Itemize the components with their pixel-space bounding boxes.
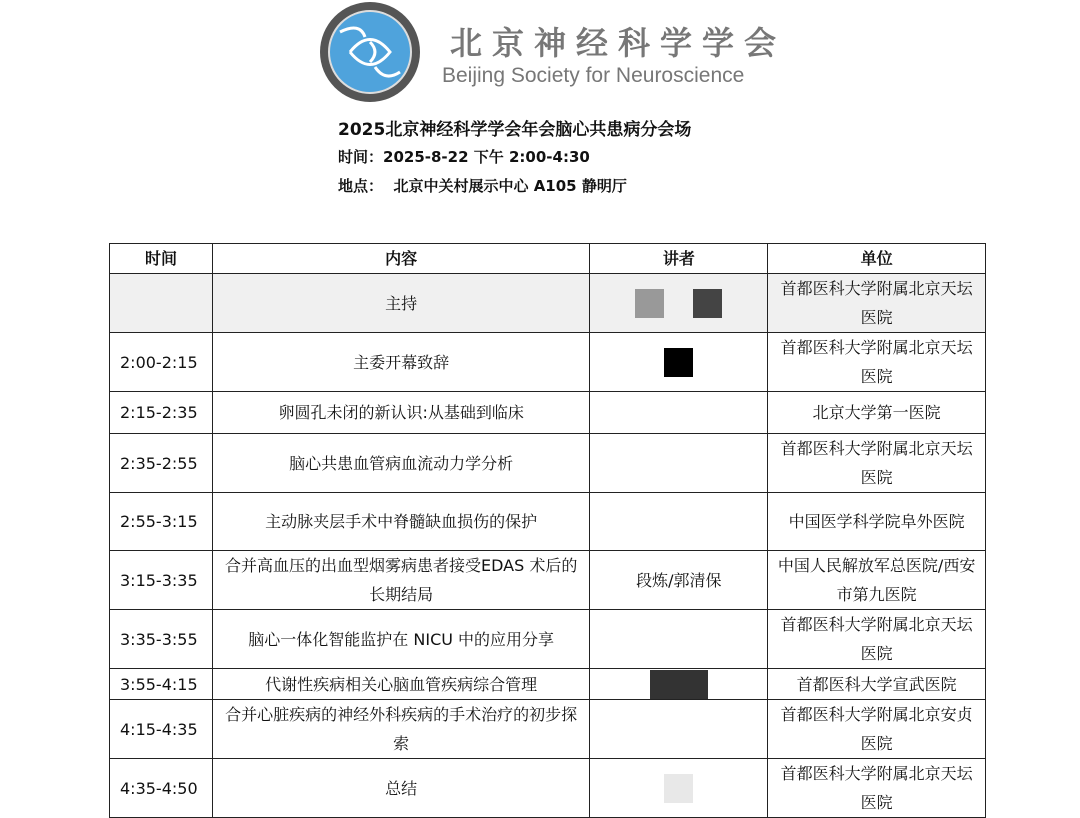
cell-time: 2:35-2:55: [110, 434, 213, 493]
cell-time: 2:00-2:15: [110, 333, 213, 392]
col-content: 内容: [212, 244, 590, 274]
cell-content: 合并心脏疾病的神经外科疾病的手术治疗的初步探索: [212, 700, 590, 759]
society-logo: [320, 2, 420, 102]
redacted-block: [693, 289, 722, 318]
place-line: [338, 175, 627, 196]
cell-content: 脑心一体化智能监护在 NICU 中的应用分享: [212, 610, 590, 669]
time-line: [338, 146, 590, 167]
cell-speaker: [590, 759, 768, 818]
schedule-table: [109, 243, 986, 818]
cell-content: 代谢性疾病相关心脑血管疾病综合管理: [212, 669, 590, 700]
table-row: [110, 759, 986, 818]
cell-time: 3:35-3:55: [110, 610, 213, 669]
cell-content: 主动脉夹层手术中脊髓缺血损伤的保护: [212, 493, 590, 551]
cell-time: 4:15-4:35: [110, 700, 213, 759]
time-label: 时间：: [338, 148, 384, 166]
cell-speaker: [590, 333, 768, 392]
cell-content: 总结: [212, 759, 590, 818]
table-row: [110, 610, 986, 669]
cell-time: 4:35-4:50: [110, 759, 213, 818]
table-row: [110, 392, 986, 434]
redacted-block: [650, 670, 708, 699]
time-value: 2025-8-22 下午 2:00-4:30: [383, 148, 590, 166]
cell-speaker: [590, 669, 768, 700]
cell-speaker: 段炼/郭清保: [590, 551, 768, 610]
cell-unit: 中国医学科学院阜外医院: [768, 493, 986, 551]
cell-time: 3:15-3:35: [110, 551, 213, 610]
table-row: [110, 669, 986, 700]
cell-unit: 首都医科大学附属北京天坛医院: [768, 759, 986, 818]
place-label: 地点：: [338, 177, 384, 195]
table-row: [110, 434, 986, 493]
cell-unit: 首都医科大学附属北京安贞医院: [768, 700, 986, 759]
cell-speaker: [590, 392, 768, 434]
redacted-block: [664, 774, 693, 803]
cell-unit: 中国人民解放军总医院/西安市第九医院: [768, 551, 986, 610]
cell-speaker: [590, 610, 768, 669]
table-row: [110, 700, 986, 759]
cell-content: 合并高血压的出血型烟雾病患者接受EDAS 术后的长期结局: [212, 551, 590, 610]
cell-unit: 首都医科大学附属北京天坛医院: [768, 610, 986, 669]
cell-content: 主委开幕致辞: [212, 333, 590, 392]
col-speaker: 讲者: [590, 244, 768, 274]
cell-time: 2:55-3:15: [110, 493, 213, 551]
col-time: 时间: [110, 244, 213, 274]
redacted-block: [635, 289, 664, 318]
cell-unit: 首都医科大学宣武医院: [768, 669, 986, 700]
place-value: 北京中关村展示中心 A105 静明厅: [393, 177, 627, 195]
cell-content: 卵圆孔未闭的新认识:从基础到临床: [212, 392, 590, 434]
cell-speaker: [590, 493, 768, 551]
page-title: 2025北京神经科学学会年会脑心共患病分会场: [338, 120, 692, 140]
cell-content: 主持: [212, 274, 590, 333]
cell-time: 2:15-2:35: [110, 392, 213, 434]
cell-unit: 首都医科大学附属北京天坛医院: [768, 333, 986, 392]
redacted-block: [664, 348, 693, 377]
org-name-cn: 北京神经科学学会: [450, 24, 787, 62]
org-name-en: Beijing Society for Neuroscience: [442, 64, 745, 87]
col-unit: 单位: [768, 244, 986, 274]
cell-time: 3:55-4:15: [110, 669, 213, 700]
cell-content: 脑心共患血管病血流动力学分析: [212, 434, 590, 493]
cell-speaker: [590, 434, 768, 493]
table-row: [110, 493, 986, 551]
cell-speaker: [590, 700, 768, 759]
table-row: [110, 333, 986, 392]
cell-speaker: [590, 274, 768, 333]
table-row: [110, 274, 986, 333]
cell-time: [110, 274, 213, 333]
cell-unit: 首都医科大学附属北京天坛医院: [768, 434, 986, 493]
cell-unit: 北京大学第一医院: [768, 392, 986, 434]
cell-unit: 首都医科大学附属北京天坛医院: [768, 274, 986, 333]
table-row: [110, 551, 986, 610]
